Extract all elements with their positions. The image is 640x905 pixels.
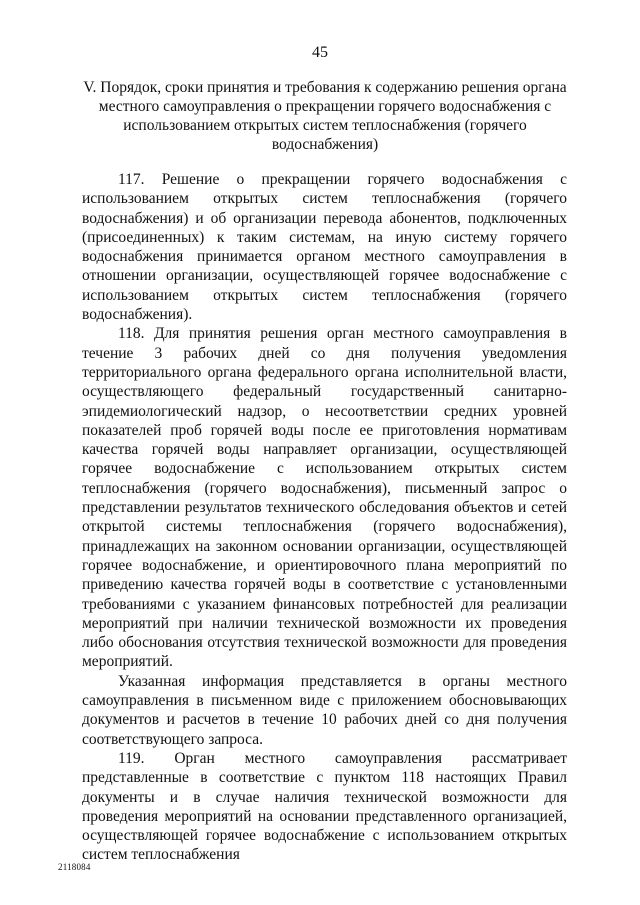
paragraph-118: 118. Для принятия решения орган местного самоуправления в течение 3 рабочих дней со дня получения уведомления территориального органа федерального органа исполнительной власти, осуществляющего федеральный государственный санитарно-эпидемиологический надзор, о несоответствии средних уровней показателей проб горячей воды после ее приготовления нормативам качества горячей воды направляет организации, осуществляющей горячее водоснабжение с использованием открытых систем теплоснабжения (горячего водоснабжения), письменный запрос о представлении результатов технического обследования объектов и сетей открытой системы теплоснабжения (горячего водоснабжения), принадлежащих на законном основании организации, осуществляющей горячее водоснабжение, и ориентировочного плана мероприятий по приведению качества горячей воды в соответствие с установленными требованиями с указанием финансовых потребностей для реализации мероприятий при наличии технической возможности их проведения либо обоснования отсутствия технической возможности для проведения мероприятий. xyxy=(82,325,567,671)
paragraph-118-continuation: Указанная информация представляется в органы местного самоуправления в письменном виде с приложением обосновывающих документов и расчетов в течение 10 рабочих дней со дня получения соответствующего запроса. xyxy=(82,672,567,748)
document-code: 2118084 xyxy=(58,862,91,872)
paragraph-119: 119. Орган местного самоуправления рассматривает представленные в соответствие с пунктом 118 настоящих Правил документы и в случае наличия технической возможности для проведения мероприятий на основании представленного организацией, осуществляющей горячее водоснабжение с использованием открытых систем теплоснабжения xyxy=(82,749,567,864)
paragraph-117: 117. Решение о прекращении горячего водоснабжения с использованием открытых систем теплоснабжения (горячего водоснабжения) и об организации перевода абонентов, подключенных (присоединенных) к таким системам, на иную систему горячего водоснабжения принимается органом местного самоуправления в отношении организации, осуществляющей горячее водоснабжение с использованием открытых систем теплоснабжения (горячего водоснабжения). xyxy=(82,171,567,324)
page-number: 45 xyxy=(312,44,328,61)
document-body xyxy=(82,170,567,865)
section-title: V. Порядок, сроки принятия и требования к содержанию решения органа местного самоуправления о прекращении горячего водоснабжения с использованием открытых систем теплоснабжения (горячего водоснабжения) xyxy=(83,79,567,153)
